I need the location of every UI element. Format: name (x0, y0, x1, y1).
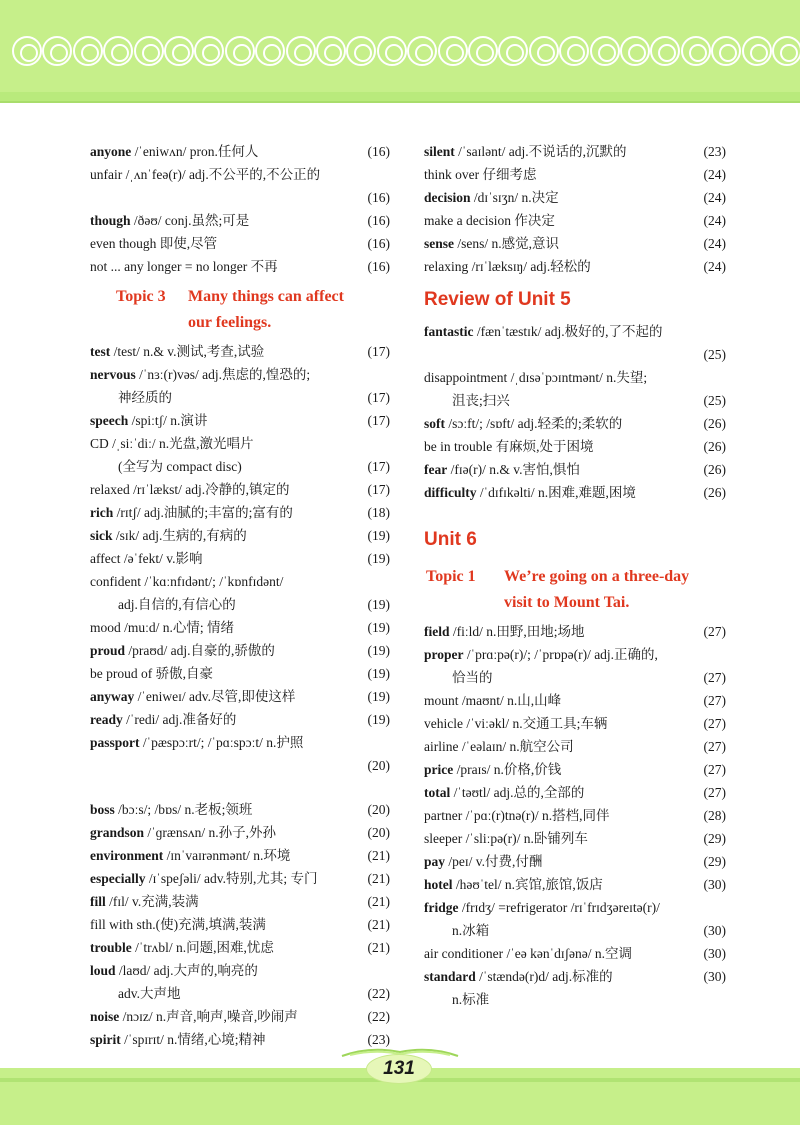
entry-definition: be proud of 骄傲,自豪 (90, 666, 213, 681)
entry-word: grandson (90, 825, 145, 840)
entry-word: difficulty (424, 485, 477, 500)
entry-page-ref: (17) (367, 482, 390, 497)
entry-definition: make a decision 作决定 (424, 213, 555, 228)
entry-word: soft (424, 416, 445, 431)
entry-definition: mount /maʊnt/ n.山,山峰 (424, 693, 562, 708)
entry-word: price (424, 762, 454, 777)
left-column (90, 140, 390, 1051)
ring-decoration (559, 36, 589, 66)
entry-definition: /ˈstændə(r)d/ adj.标准的 (475, 969, 613, 984)
entry-word: fridge (424, 900, 459, 915)
entry-word: decision (424, 190, 471, 205)
glossary-entry (424, 163, 726, 186)
glossary-entry (90, 708, 390, 731)
topic3-title-2: our feelings. (188, 314, 272, 331)
glossary-entry (90, 616, 390, 639)
glossary-entry (424, 458, 726, 481)
entry-page-ref: (19) (367, 528, 390, 543)
glossary-entry (424, 620, 726, 643)
entry-definition: /ˈprɑːpə(r)/; /ˈprɒpə(r)/ adj.正确的, (463, 647, 658, 662)
entry-definition: think over 仔细考虑 (424, 167, 537, 182)
ring-decoration (468, 36, 498, 66)
entry-page-ref: (24) (703, 167, 726, 182)
entry-page-ref: (27) (703, 762, 726, 777)
entry-page-ref: (16) (367, 236, 390, 251)
entry-definition: /frɪdʒ/ =refrigerator /rɪˈfrɪdʒəreɪtə(r)/ (458, 900, 660, 915)
glossary-entry (90, 432, 390, 478)
ring-decoration (103, 36, 133, 66)
unit6-heading: Unit 6 (424, 529, 477, 550)
entry-definition: /spiːtʃ/ n.演讲 (128, 413, 208, 428)
entry-page-ref: (24) (703, 213, 726, 228)
glossary-entry (90, 163, 390, 209)
entry-page-ref: (27) (703, 670, 726, 685)
entry-word: test (90, 344, 111, 359)
entry-definition: affect /əˈfekt/ v.影响 (90, 551, 203, 566)
entry-definition: /ˈeniwʌn/ pron.任何人 (131, 144, 259, 159)
entry-page-ref: (30) (703, 923, 726, 938)
glossary-entry (424, 412, 726, 435)
right-entries-c (424, 620, 726, 1011)
entry-page-ref: (22) (367, 986, 390, 1001)
entry-page-ref: (30) (703, 969, 726, 984)
entry-word: pay (424, 854, 446, 869)
glossary-entry (424, 209, 726, 232)
glossary-entry (424, 896, 726, 942)
glossary-entry (424, 781, 726, 804)
entry-word: anyone (90, 144, 132, 159)
glossary-entry (90, 501, 390, 524)
topic3-title-1: Many things can affect (188, 288, 344, 305)
entry-page-ref: (26) (703, 416, 726, 431)
entry-definition: /peɪ/ v.付费,付酬 (445, 854, 543, 869)
spacer (90, 777, 390, 798)
entry-definition: /bɔːs/; /bɒs/ n.老板;领班 (114, 802, 253, 817)
entry-definition: /ˈsaɪlənt/ adj.不说话的,沉默的 (454, 144, 627, 159)
entry-definition: /ˈdɪfɪkəlti/ n.困难,难题,困境 (476, 485, 636, 500)
entry-definition: confident /ˈkɑːnfɪdənt/; /ˈkɒnfɪdənt/ (90, 574, 284, 589)
entry-word: field (424, 624, 450, 639)
topic1-title-2: visit to Mount Tai. (504, 594, 630, 611)
entry-definition: /ˈpæspɔːrt/; /ˈpɑːspɔːt/ n.护照 (139, 735, 304, 750)
entry-definition: /fɪl/ v.充满,装满 (105, 894, 199, 909)
glossary-entry (424, 255, 726, 278)
entry-definition: /ˈtrʌbl/ n.问题,困难,忧虑 (131, 940, 274, 955)
entry-word: standard (424, 969, 476, 984)
entry-definition: relaxed /rɪˈlækst/ adj.冷静的,镇定的 (90, 482, 290, 497)
entry-definition: /ˈɡrænsʌn/ n.孙子,外孙 (144, 825, 277, 840)
glossary-entry (90, 363, 390, 409)
entry-word: sense (424, 236, 454, 251)
glossary-entry (424, 850, 726, 873)
entry-page-ref: (22) (367, 1009, 390, 1024)
entry-page-ref: (17) (367, 390, 390, 405)
ring-decoration (742, 36, 772, 66)
entry-word: especially (90, 871, 146, 886)
ring-decoration (681, 36, 711, 66)
entry-definition: CD /ˌsiːˈdiː/ n.光盘,激光唱片 (90, 436, 254, 451)
entry-continuation: 恰当的 (452, 670, 493, 685)
glossary-entry (90, 890, 390, 913)
entry-continuation: adj.自信的,有信心的 (118, 597, 236, 612)
glossary-entry (90, 1005, 390, 1028)
entry-definition: /ˈspɪrɪt/ n.情绪,心境;精神 (120, 1032, 266, 1047)
entry-word: fear (424, 462, 448, 477)
entry-definition: /dɪˈsɪʒn/ n.决定 (470, 190, 559, 205)
entry-page-ref: (19) (367, 551, 390, 566)
topic1-heading (426, 564, 726, 616)
ring-decoration (164, 36, 194, 66)
entry-definition: /ɪnˈvaɪrənmənt/ n.环境 (163, 848, 291, 863)
entry-word: total (424, 785, 451, 800)
glossary-entry (90, 409, 390, 432)
entry-word: sick (90, 528, 113, 543)
entry-page-ref: (19) (367, 712, 390, 727)
entry-word: trouble (90, 940, 132, 955)
entry-definition: /test/ n.& v.测试,考查,试验 (110, 344, 265, 359)
glossary-entry (90, 821, 390, 844)
ring-decoration (711, 36, 741, 66)
entry-page-ref: (19) (367, 597, 390, 612)
entry-page-ref: (27) (703, 716, 726, 731)
glossary-entry (90, 731, 390, 777)
entry-page-ref: (26) (703, 485, 726, 500)
topic3-label: Topic 3 (116, 288, 166, 305)
entry-word: noise (90, 1009, 120, 1024)
ring-decoration (407, 36, 437, 66)
entry-definition: vehicle /ˈviːəkl/ n.交通工具;车辆 (424, 716, 608, 731)
glossary-entry (90, 936, 390, 959)
glossary-entry (90, 662, 390, 685)
topic3-heading (116, 284, 390, 336)
glossary-entry (90, 959, 390, 1005)
entry-page-ref: (21) (367, 894, 390, 909)
review-unit5-heading: Review of Unit 5 (424, 289, 571, 310)
entry-continuation: adv.大声地 (118, 986, 181, 1001)
ring-decoration (134, 36, 164, 66)
left-entries-c (90, 798, 390, 1051)
entry-definition: partner /ˈpɑː(r)tnə(r)/ n.搭档,同伴 (424, 808, 610, 823)
entry-definition: airline /ˈeəlaɪn/ n.航空公司 (424, 739, 574, 754)
glossary-entry (424, 366, 726, 412)
glossary-entry (424, 186, 726, 209)
entry-page-ref: (24) (703, 236, 726, 251)
entry-page-ref: (17) (367, 459, 390, 474)
glossary-entry (424, 758, 726, 781)
entry-page-ref: (27) (703, 785, 726, 800)
entry-word: spirit (90, 1032, 121, 1047)
entry-definition: /sɔːft/; /sɒft/ adj.轻柔的;柔软的 (445, 416, 623, 431)
entry-continuation: n.冰箱 (452, 923, 490, 938)
entry-definition: unfair /ˌʌnˈfeə(r)/ adj.不公平的,不公正的 (90, 167, 321, 182)
glossary-entry (90, 913, 390, 936)
entry-page-ref: (26) (703, 462, 726, 477)
topic1-title-1: We’re going on a three-day (504, 568, 690, 585)
entry-page-ref: (23) (367, 1032, 390, 1047)
ring-decoration (12, 36, 42, 66)
entry-word: loud (90, 963, 116, 978)
glossary-entry (424, 965, 726, 1011)
entry-definition: /fænˈtæstɪk/ adj.极好的,了不起的 (473, 324, 663, 339)
entry-definition: mood /muːd/ n.心情; 情绪 (90, 620, 235, 635)
page-number: 131 (366, 1054, 432, 1084)
entry-word: proud (90, 643, 126, 658)
ring-decoration (286, 36, 316, 66)
entry-page-ref: (16) (367, 213, 390, 228)
entry-page-ref: (19) (367, 689, 390, 704)
entry-definition: /sɪk/ adj.生病的,有病的 (112, 528, 247, 543)
entry-definition: /rɪtʃ/ adj.油腻的;丰富的;富有的 (113, 505, 293, 520)
ring-decoration (620, 36, 650, 66)
glossary-entry (90, 232, 390, 255)
entry-definition: /fɪə(r)/ n.& v.害怕,惧怕 (447, 462, 580, 477)
entry-definition: /həʊˈtel/ n.宾馆,旅馆,饭店 (452, 877, 603, 892)
entry-page-ref: (21) (367, 848, 390, 863)
glossary-entry (424, 735, 726, 758)
right-entries-a (424, 140, 726, 278)
entry-page-ref: (23) (703, 144, 726, 159)
entry-page-ref: (21) (367, 940, 390, 955)
entry-page-ref: (16) (367, 259, 390, 274)
glossary-entry (90, 255, 390, 278)
entry-definition: /ˈtəʊtl/ adj.总的,全部的 (450, 785, 585, 800)
glossary-entry (424, 689, 726, 712)
entry-page-ref: (20) (367, 758, 390, 773)
entry-page-ref: (18) (367, 505, 390, 520)
glossary-entry (424, 320, 726, 366)
entry-continuation: (全写为 compact disc) (118, 459, 242, 474)
entry-page-ref: (30) (703, 946, 726, 961)
entry-definition: fill with sth.(使)充满,填满,装满 (90, 917, 266, 932)
entry-word: ready (90, 712, 123, 727)
glossary-entry (90, 524, 390, 547)
entry-page-ref: (28) (703, 808, 726, 823)
entry-page-ref: (21) (367, 871, 390, 886)
entry-page-ref: (26) (703, 439, 726, 454)
entry-definition: disappointment /ˌdɪsəˈpɔɪntmənt/ n.失望; (424, 370, 648, 385)
entry-definition: /ðəʊ/ conj.虽然;可是 (130, 213, 250, 228)
ring-decoration (316, 36, 346, 66)
entry-word: proper (424, 647, 464, 662)
entry-page-ref: (29) (703, 854, 726, 869)
entry-page-ref: (24) (703, 190, 726, 205)
right-entries-b (424, 320, 726, 504)
entry-page-ref: (20) (367, 802, 390, 817)
header-band (0, 0, 800, 101)
entry-definition: /nɔɪz/ n.声音,响声,噪音,吵闹声 (119, 1009, 298, 1024)
glossary-entry (90, 867, 390, 890)
glossary-entry (424, 942, 726, 965)
entry-word: fill (90, 894, 106, 909)
entry-page-ref: (25) (703, 393, 726, 408)
entry-page-ref: (27) (703, 624, 726, 639)
entry-page-ref: (30) (703, 877, 726, 892)
glossary-entry (90, 340, 390, 363)
glossary-entry (90, 140, 390, 163)
ring-decoration (772, 36, 800, 66)
left-entries-a (90, 140, 390, 278)
entry-page-ref: (27) (703, 739, 726, 754)
glossary-entry (90, 639, 390, 662)
entry-definition: air conditioner /ˈeə kənˈdɪʃənə/ n.空调 (424, 946, 633, 961)
glossary-entry (90, 685, 390, 708)
glossary-entry (424, 873, 726, 896)
entry-continuation: 沮丧;扫兴 (452, 393, 510, 408)
header-divider (0, 101, 800, 103)
right-column (424, 140, 726, 1011)
glossary-entry (424, 712, 726, 735)
entry-word: speech (90, 413, 129, 428)
glossary-entry (424, 232, 726, 255)
entry-word: anyway (90, 689, 135, 704)
glossary-entry (424, 643, 726, 689)
entry-page-ref: (21) (367, 917, 390, 932)
entry-definition: be in trouble 有麻烦,处于困境 (424, 439, 594, 454)
ring-decoration (377, 36, 407, 66)
entry-definition: /ˈeniweɪ/ adv.尽管,即使这样 (134, 689, 296, 704)
entry-page-ref: (29) (703, 831, 726, 846)
ring-decoration (438, 36, 468, 66)
ring-decoration (255, 36, 285, 66)
glossary-entry (90, 209, 390, 232)
entry-page-ref: (19) (367, 643, 390, 658)
entry-page-ref: (27) (703, 693, 726, 708)
entry-definition: sleeper /ˈsliːpə(r)/ n.卧铺列车 (424, 831, 588, 846)
entry-definition: /praʊd/ adj.自豪的,骄傲的 (125, 643, 275, 658)
glossary-entry (424, 481, 726, 504)
entry-definition: relaxing /rɪˈlæksɪŋ/ adj.轻松的 (424, 259, 591, 274)
entry-continuation: 神经质的 (118, 390, 172, 405)
entry-page-ref: (20) (367, 825, 390, 840)
entry-definition: /sens/ n.感觉,意识 (454, 236, 560, 251)
entry-definition: even though 即使,尽管 (90, 236, 218, 251)
entry-word: though (90, 213, 131, 228)
entry-word: silent (424, 144, 455, 159)
glossary-entry (424, 804, 726, 827)
entry-word: hotel (424, 877, 453, 892)
entry-word: fantastic (424, 324, 474, 339)
entry-page-ref: (16) (367, 144, 390, 159)
entry-word: passport (90, 735, 140, 750)
entry-word: environment (90, 848, 164, 863)
topic1-label: Topic 1 (426, 568, 476, 585)
glossary-entry (424, 435, 726, 458)
entry-word: nervous (90, 367, 136, 382)
entry-word: boss (90, 802, 115, 817)
entry-definition: /fiːld/ n.田野,田地;场地 (449, 624, 585, 639)
glossary-entry (90, 844, 390, 867)
entry-definition: /ɪˈspeʃəli/ adv.特别,尤其; 专门 (145, 871, 318, 886)
entry-page-ref: (17) (367, 413, 390, 428)
entry-definition: /ˈnɜː(r)vəs/ adj.焦虑的,惶恐的; (135, 367, 311, 382)
entry-word: rich (90, 505, 114, 520)
entry-page-ref: (24) (703, 259, 726, 274)
ring-decoration (73, 36, 103, 66)
ring-decoration (590, 36, 620, 66)
entry-definition: not ... any longer = no longer 不再 (90, 259, 278, 274)
glossary-entry (90, 570, 390, 616)
entry-definition: /ˈredi/ adj.准备好的 (122, 712, 237, 727)
entry-definition: /laʊd/ adj.大声的,响亮的 (115, 963, 258, 978)
entry-page-ref: (16) (367, 190, 390, 205)
entry-continuation: n.标准 (452, 992, 490, 1007)
ring-decoration (529, 36, 559, 66)
glossary-entry (424, 827, 726, 850)
entry-page-ref: (25) (703, 347, 726, 362)
entry-definition: /praɪs/ n.价格,价钱 (453, 762, 562, 777)
glossary-entry (424, 140, 726, 163)
left-entries-b (90, 340, 390, 777)
entry-page-ref: (17) (367, 344, 390, 359)
glossary-entry (90, 547, 390, 570)
glossary-entry (90, 798, 390, 821)
entry-page-ref: (19) (367, 620, 390, 635)
entry-page-ref: (19) (367, 666, 390, 681)
ring-decoration (225, 36, 255, 66)
glossary-entry (90, 478, 390, 501)
